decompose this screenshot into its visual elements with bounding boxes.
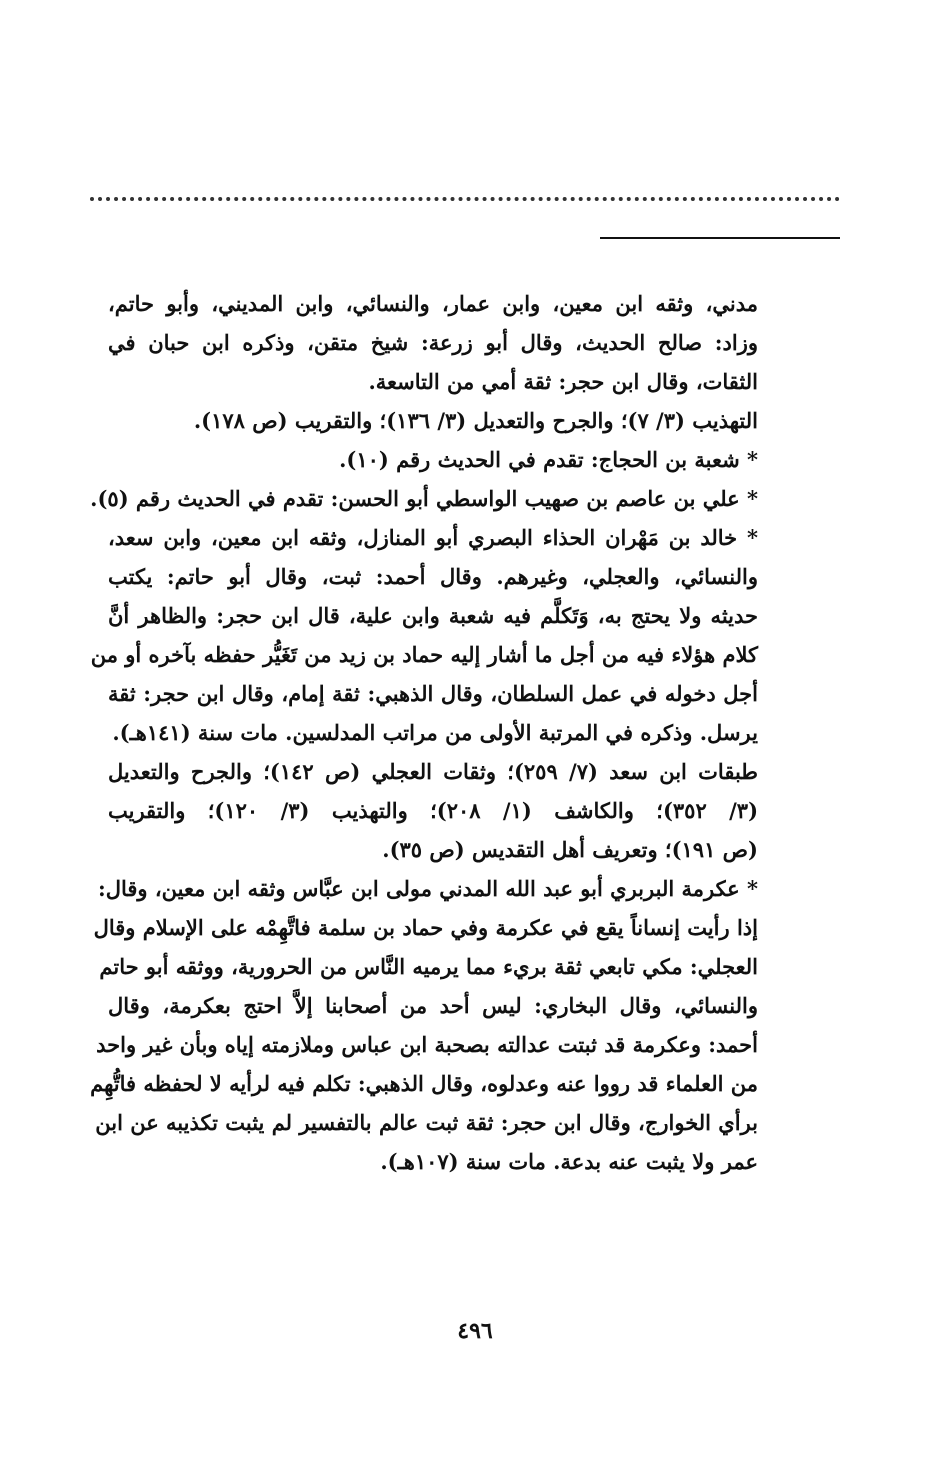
footnote-rule	[600, 237, 840, 239]
text-line: من العلماء قد رووا عنه وعدلوه، وقال الذهبي: تكلم فيه لرأيه لا لحفظه فاتُّهِم	[90, 1071, 758, 1096]
text-line: (ص ١٩١)؛ وتعريف أهل التقديس (ص ٣٥).	[382, 837, 758, 862]
text-line: مدني، وثقه ابن معين، وابن عمار، والنسائي، وابن المديني، وأبو حاتم،	[108, 291, 758, 316]
text-line: الثقات، وقال ابن حجر: ثقة أمي من التاسعة.	[368, 369, 758, 394]
text-line: وزاد: صالح الحديث، وقال أبو زرعة: شيخ متقن، وذكره ابن حبان في	[108, 330, 759, 355]
text-line: إذا رأيت إنساناً يقع في عكرمة وفي حماد بن سلمة فاتَّهِمْه على الإسلام وقال	[93, 915, 758, 940]
text-line: أحمد: وعكرمة قد ثبتت عدالته بصحبة ابن عباس وملازمته إياه وبأن غير واحد	[96, 1032, 758, 1057]
page-number: ٤٩٦	[457, 1318, 493, 1344]
text-line: برأي الخوارج، وقال ابن حجر: ثقة ثبت عالم بالتفسير لم يثبت تكذيبه عن ابن	[95, 1110, 758, 1135]
text-line: عمر ولا يثبت عنه بدعة. مات سنة (١٠٧هـ).	[380, 1149, 758, 1174]
text-line: (٣/ ٣٥٢)؛ والكاشف (١/ ٢٠٨)؛ والتهذيب (٣/ ١٢٠)؛ والتقريب	[108, 798, 758, 823]
text-line: والنسائي، وقال البخاري: ليس أحد من أصحابنا إلاَّ احتج بعكرمة، وقال	[108, 993, 758, 1018]
text-line: * علي بن عاصم بن صهيب الواسطي أبو الحسن: تقدم في الحديث رقم (٥).	[90, 486, 758, 511]
text-line: طبقات ابن سعد (٧/ ٢٥٩)؛ وثقات العجلي (ص ١٤٢)؛ والجرح والتعديل	[108, 759, 759, 784]
text-line: والنسائي، والعجلي، وغيرهم. وقال أحمد: ثبت، وقال أبو حاتم: يكتب	[108, 564, 758, 589]
text-line: يرسل. وذكره في المرتبة الأولى من مراتب المدلسين. مات سنة (١٤١هـ).	[112, 720, 758, 745]
text-line: أجل دخوله في عمل السلطان، وقال الذهبي: ثقة إمام، وقال ابن حجر: ثقة	[108, 681, 758, 706]
dotted-separator	[90, 197, 840, 201]
footnote-text	[90, 284, 759, 1181]
text-line: التهذيب (٣/ ٧)؛ والجرح والتعديل (٣/ ١٣٦)؛ والتقريب (ص ١٧٨).	[193, 408, 758, 433]
text-line: كلام هؤلاء فيه من أجل ما أشار إليه حماد بن زيد من تَغَيُّر حفظه بآخره أو من	[90, 642, 758, 667]
text-line: * شعبة بن الحجاج: تقدم في الحديث رقم (١٠).	[339, 447, 758, 472]
text-line: العجلي: مكي تابعي ثقة بريء مما يرميه النَّاس من الحرورية، ووثقه أبو حاتم	[99, 954, 758, 979]
text-line: * عكرمة البربري أبو عبد الله المدني مولى ابن عبَّاس وثقه ابن معين، وقال:	[97, 876, 758, 901]
text-line: * خالد بن مَهْران الحذاء البصري أبو المنازل، وثقه ابن معين، وابن سعد،	[108, 525, 758, 550]
text-line: حديثه ولا يحتج به، وَتَكلَّم فيه شعبة وابن علية، قال ابن حجر: والظاهر أنَّ	[108, 603, 758, 628]
